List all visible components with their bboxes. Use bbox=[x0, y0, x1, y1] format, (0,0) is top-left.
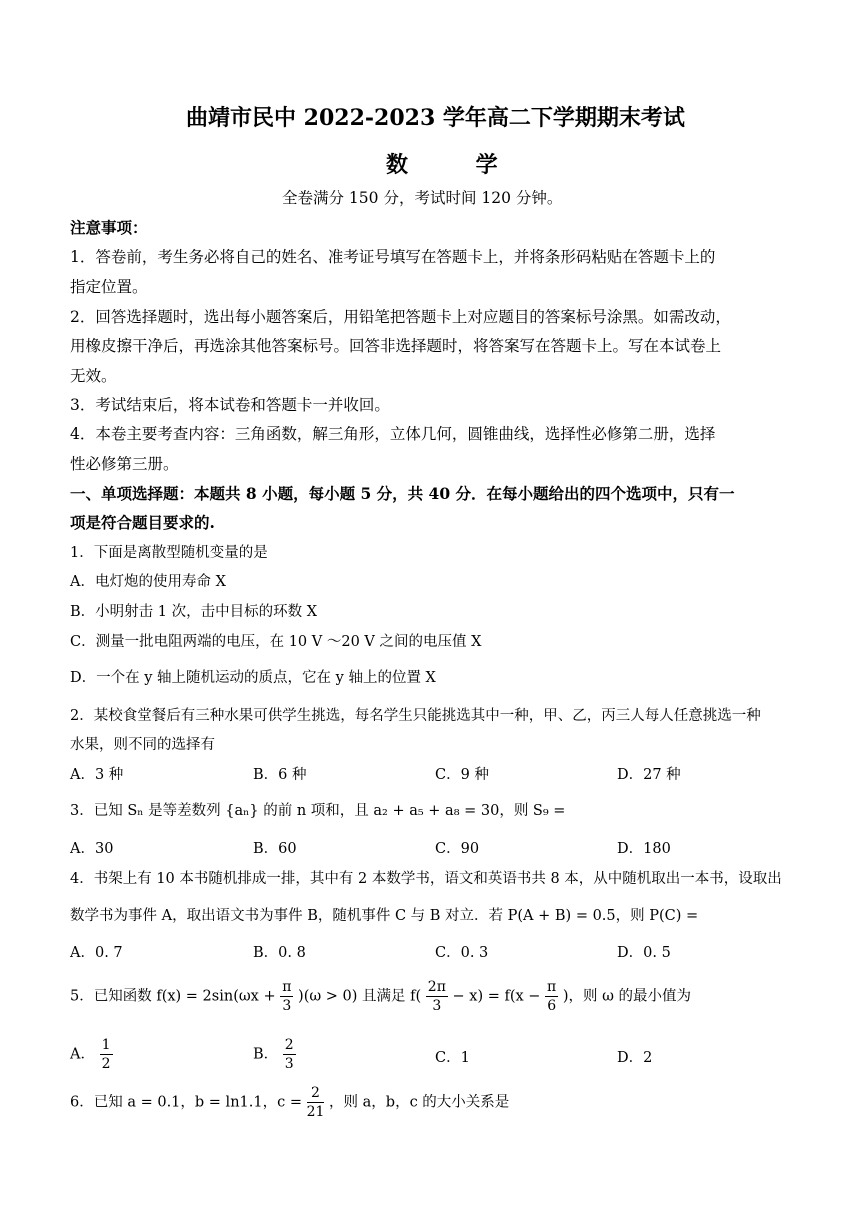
note-2-line-3: 无效。 bbox=[70, 367, 117, 385]
q1-stem: 1．下面是离散型随机变量的是 bbox=[70, 545, 268, 561]
exam-info: 全卷满分 150 分，考试时间 120 分钟。 bbox=[282, 189, 563, 207]
q6-c-frac bbox=[307, 1084, 325, 1121]
q5-three: 3 bbox=[282, 998, 292, 1014]
q1-option-a: A．电灯炮的使用寿命 X bbox=[70, 574, 226, 590]
q1-option-d: D．一个在 y 轴上随机运动的质点，它在 y 轴上的位置 X bbox=[70, 670, 436, 686]
note-1-line-2: 指定位置。 bbox=[70, 278, 148, 296]
note-1-line-1: 1．答卷前，考生务必将自己的姓名、准考证号填写在答题卡上，并将条形码粘贴在答题卡上的 bbox=[70, 248, 716, 266]
note-2-line-2: 用橡皮擦干净后，再选涂其他答案标号。回答非选择题时，将答案写在答题卡上。写在本试卷上 bbox=[70, 337, 722, 355]
note-3: 3．考试结束后，将本试卷和答题卡一并收回。 bbox=[70, 396, 390, 414]
q5-option-b bbox=[253, 1036, 296, 1073]
q5-pi-2: π bbox=[547, 979, 557, 995]
q1-option-b: B．小明射击 1 次，击中目标的环数 X bbox=[70, 604, 318, 620]
q4-stem-line-2: 数学书为事件 A，取出语文书为事件 B，随机事件 C 与 B 对立．若 P(A + B) = 0.5，则 P(C) = bbox=[70, 908, 699, 924]
q6-stem-end: ，则 a，b，c 的大小关系是 bbox=[329, 1094, 510, 1111]
section-1-heading-line-1: 一、单项选择题：本题共 8 小题，每小题 5 分，共 40 分．在每小题给出的四个选项中，只有一 bbox=[70, 484, 735, 503]
q4-option-b: B．0. 8 bbox=[253, 945, 306, 961]
q6-c-num: 2 bbox=[307, 1084, 325, 1103]
q4-option-c: C．0. 3 bbox=[435, 945, 489, 961]
q3-option-c: C．90 bbox=[435, 841, 480, 857]
section-1-heading-line-2: 项是符合题目要求的. bbox=[70, 513, 215, 532]
q5-option-b-num: 2 bbox=[284, 1037, 294, 1053]
note-4-line-2: 性必修第三册。 bbox=[70, 455, 179, 473]
q5-2pi-over-3 bbox=[426, 978, 448, 1015]
q5-pi-over-6 bbox=[545, 978, 558, 1015]
q2-option-c: C．9 种 bbox=[435, 767, 489, 783]
q4-stem-line-1: 4．书架上有 10 本书随机排成一排，其中有 2 本数学书，语文和英语书共 8 本，从中随机取出一本书，设取出 bbox=[70, 871, 782, 887]
q2-stem-line-2: 水果，则不同的选择有 bbox=[70, 737, 215, 753]
exam-title: 曲靖市民中 2022-2023 学年高二下学期期末考试 bbox=[186, 105, 685, 131]
q4-option-a: A．0. 7 bbox=[70, 945, 123, 961]
notes-heading: 注意事项： bbox=[70, 218, 148, 237]
q2-option-a: A．3 种 bbox=[70, 767, 124, 783]
q3-option-b: B．60 bbox=[253, 841, 297, 857]
q2-option-d: D．27 种 bbox=[617, 767, 681, 783]
q5-option-a-num: 1 bbox=[101, 1037, 111, 1053]
q3-option-a: A．30 bbox=[70, 841, 114, 857]
q5-option-d: D．2 bbox=[617, 1050, 653, 1066]
q5-option-a-frac bbox=[100, 1036, 113, 1073]
q5-pi-over-3 bbox=[280, 978, 293, 1015]
q5-stem-pre: 5．已知函数 f(x) = 2sin(ωx + bbox=[70, 988, 276, 1005]
q6-stem-pre: 6．已知 a = 0.1，b = ln1.1，c = bbox=[70, 1094, 302, 1111]
q5-option-b-label: B． bbox=[253, 1046, 279, 1063]
q4-option-d: D．0. 5 bbox=[617, 945, 671, 961]
q5-pi: π bbox=[282, 979, 292, 995]
q6-stem bbox=[70, 1084, 509, 1121]
q5-option-a bbox=[70, 1036, 113, 1073]
note-2-line-1: 2．回答选择题时，选出每小题答案后，用铅笔把答题卡上对应题目的答案标号涂黑。如需改动， bbox=[70, 308, 731, 326]
q5-option-c: C．1 bbox=[435, 1050, 470, 1066]
q5-option-a-den: 2 bbox=[101, 1056, 111, 1072]
q5-option-b-den: 3 bbox=[284, 1056, 294, 1072]
note-4-line-1: 4．本卷主要考查内容：三角函数，解三角形，立体几何，圆锥曲线，选择性必修第二册，选择 bbox=[70, 425, 716, 443]
q5-option-a-label: A． bbox=[70, 1046, 95, 1063]
q5-stem bbox=[70, 978, 691, 1015]
subject-title: 数 学 bbox=[386, 152, 528, 178]
q5-stem-end: )，则 ω 的最小值为 bbox=[562, 988, 692, 1005]
q6-c-den: 21 bbox=[306, 1104, 325, 1120]
q5-twopi: 2π bbox=[427, 979, 446, 995]
q5-stem-mid: )(ω > 0) 且满足 f( bbox=[298, 988, 422, 1005]
q5-three-2: 3 bbox=[432, 998, 442, 1014]
q1-option-c: C．测量一批电阻两端的电压，在 10 V ～20 V 之间的电压值 X bbox=[70, 634, 482, 650]
q5-six: 6 bbox=[547, 998, 557, 1014]
q3-option-d: D．180 bbox=[617, 841, 671, 857]
q5-stem-mid-2: − x) = f(x − bbox=[452, 988, 541, 1005]
q2-stem-line-1: 2．某校食堂餐后有三种水果可供学生挑选，每名学生只能挑选其中一种，甲、乙，丙三人每人任意挑选一种 bbox=[70, 708, 761, 724]
q5-option-b-frac bbox=[283, 1036, 296, 1073]
q2-option-b: B．6 种 bbox=[253, 767, 307, 783]
q3-stem: 3．已知 Sₙ 是等差数列 {aₙ} 的前 n 项和，且 a₂ + a₅ + a₈ = 30，则 S₉ = bbox=[70, 803, 566, 819]
